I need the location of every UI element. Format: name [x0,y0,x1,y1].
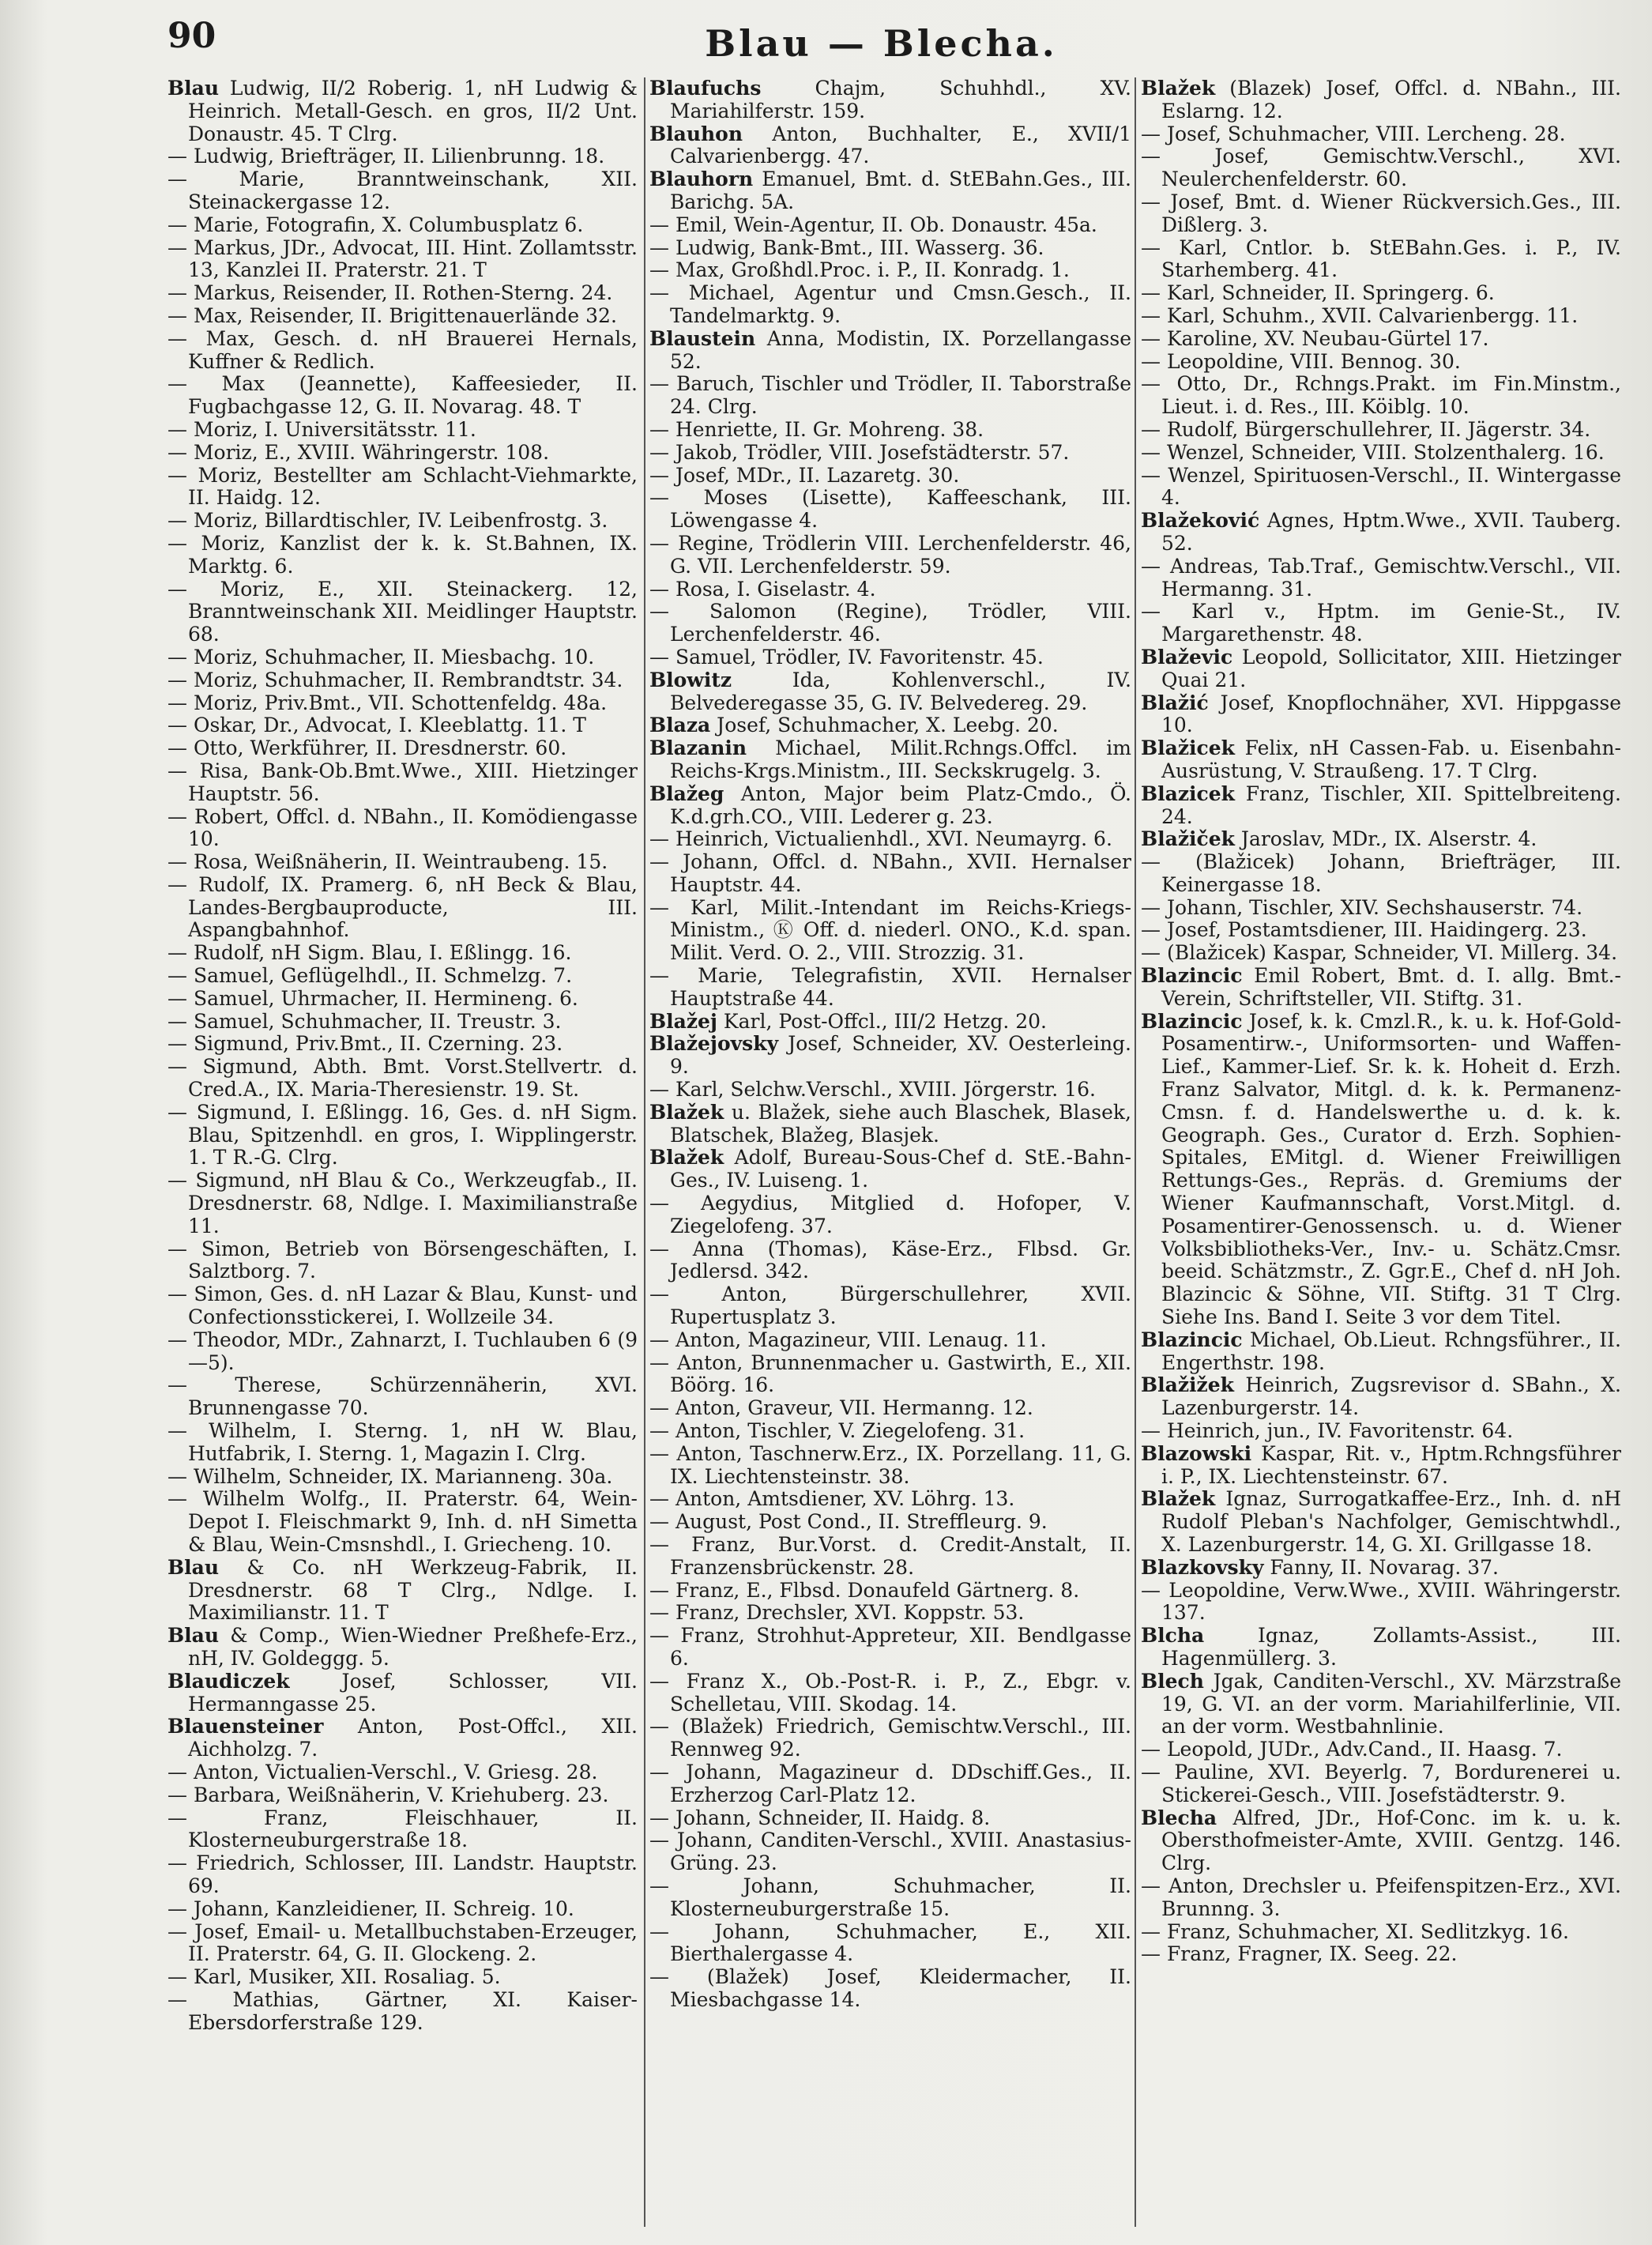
directory-entry: — Johann, Schneider, II. Haidg. 8. [649,1806,991,1829]
directory-entry: — (Blažek) Josef, Kleidermacher, II. Miesbachgasse 14. [649,1965,1131,2011]
directory-entry: — (Blažicek) Kaspar, Schneider, VI. Millerg. 34. [1141,941,1618,965]
directory-entry: Blazincic Emil Robert, Bmt. d. I. allg. Bmt.-Verein, Schriftsteller, VII. Stiftg. 31. [1141,964,1621,1010]
directory-entry: Blau & Comp., Wien-Wiedner Preßhefe-Erz., nH, IV. Goldeggg. 5. [167,1624,638,1670]
directory-entry: — Franz, Drechsler, XVI. Koppstr. 53. [649,1601,1025,1625]
directory-entry: Blaufuchs Chajm, Schuhhdl., XV. Mariahilferstr. 159. [649,77,1131,122]
directory-entry: — Moriz, Bestellter am Schlacht-Viehmarkte, II. Haidg. 12. [167,463,638,510]
directory-entry: — Anton, Brunnenmacher u. Gastwirth, E., XII. Böörg. 16. [649,1350,1131,1397]
directory-entry: — Josef, Schuhmacher, VIII. Lercheng. 28. [1141,122,1566,145]
directory-entry: — Josef, Gemischtw.Verschl., XVI. Neulerchenfelderstr. 60. [1141,145,1621,191]
directory-entry: — Max, Großhdl.Proc. i. P., II. Konradg. 1. [649,258,1070,282]
directory-entry: — Ludwig, Bank-Bmt., III. Wasserg. 36. [649,235,1044,259]
directory-entry: — Wilhelm, Schneider, IX. Marianneng. 30a. [167,1464,613,1488]
directory-entry: — Moriz, Kanzlist der k. k. St.Bahnen, IX. Marktg. 6. [167,531,638,578]
directory-entry: — Mathias, Gärtner, XI. Kaiser-Ebersdorferstraße 129. [167,1987,638,2034]
page-number: 90 [167,16,216,56]
directory-entry: — Moriz, E., XVIII. Währingerstr. 108. [167,440,550,464]
directory-entry: Blazkovsky Fanny, II. Novarag. 37. [1141,1555,1499,1579]
directory-entry: — Karl, Schneider, II. Springerg. 6. [1141,281,1495,305]
directory-entry: — Oskar, Dr., Advocat, I. Kleeblattg. 11. T [167,714,586,737]
directory-entry: — Marie, Telegrafistin, XVII. Hernalser Hauptstraße 44. [649,964,1131,1010]
directory-entry: — Karl v., Hptm. im Genie-St., IV. Margarethenstr. 48. [1141,600,1621,646]
directory-entry: — Ludwig, Briefträger, II. Lilienbrunng. 18. [167,145,605,168]
directory-entry: — Rudolf, IX. Pramerg. 6, nH Beck & Blau, Landes-Bergbauproducte, III. Aspangbahnhof. [167,872,638,942]
directory-entry: Blazowski Kaspar, Rit. v., Hptm.Rchngsführer i. P., IX. Liechtensteinstr. 67. [1141,1441,1621,1488]
directory-entry: Blau Ludwig, II/2 Roberig. 1, nH Ludwig & Heinrich. Metall-Gesch. en gros, II/2 Unt. Donaustr. 45. T Clrg. [167,77,638,145]
directory-entry: — Samuel, Uhrmacher, II. Hermineng. 6. [167,986,578,1010]
directory-entry: — Karl, Selchw.Verschl., XVIII. Jörgerstr. 16. [649,1078,1096,1102]
directory-entry: — Jakob, Trödler, VIII. Josefstädterstr. 57. [649,440,1070,464]
directory-entry: — Anton, Taschnerw.Erz., IX. Porzellang. 11, G. IX. Liechtensteinstr. 38. [649,1441,1131,1488]
directory-entry: — Johann, Offcl. d. NBahn., XVII. Hernalser Hauptstr. 44. [649,850,1131,896]
directory-entry: — August, Post Cond., II. Streffleurg. 9. [649,1510,1048,1534]
directory-entry: — Max, Reisender, II. Brigittenauerlände 32. [167,303,617,327]
directory-entry: Blaudiczek Josef, Schlosser, VII. Hermanngasse 25. [167,1669,638,1716]
directory-entry: Blažek Ignaz, Surrogatkaffee-Erz., Inh. d. nH Rudolf Pleban's Nachfolger, Gemischtwhdl., X. Lazenburgerstr. 14, G. XI. Grillgasse 18. [1141,1487,1621,1556]
directory-entry: — Baruch, Tischler und Trödler, II. Taborstraße 24. Clrg. [649,372,1131,419]
directory-entry: — Rudolf, nH Sigm. Blau, I. Eßlingg. 16. [167,941,572,965]
column-left [167,77,638,2227]
directory-entry: — Salomon (Regine), Trödler, VIII. Lerchenfelderstr. 46. [649,600,1131,646]
directory-entry: — Moses (Lisette), Kaffeeschank, III. Löwengasse 4. [649,486,1131,533]
directory-entry: — Franz X., Ob.-Post-R. i. P., Z., Ebgr. v. Schelletau, VIII. Skodag. 14. [649,1669,1131,1716]
directory-entry: — Karoline, XV. Neubau-Gürtel 17. [1141,326,1489,350]
directory-entry: — Sigmund, nH Blau & Co., Werkzeugfab., II. Dresdnerstr. 68, Ndlge. I. Maximilianstraße 11. [167,1169,638,1237]
directory-entry: — Aegydius, Mitglied d. Hofoper, V. Ziegelofeng. 37. [649,1192,1131,1237]
directory-entry: — Rudolf, Bürgerschullehrer, II. Jägerstr. 34. [1141,417,1591,441]
directory-entry: Blažižek Heinrich, Zugsrevisor d. SBahn., X. Lazenburgerstr. 14. [1141,1373,1621,1420]
directory-entry: Blažek (Blazek) Josef, Offcl. d. NBahn., III. Eslarng. 12. [1141,77,1621,122]
directory-entry: Blazanin Michael, Milit.Rchngs.Offcl. im Reichs-Krgs.Ministm., III. Seckskrugelg. 3. [649,736,1131,782]
directory-entry: — Robert, Offcl. d. NBahn., II. Komödiengasse 10. [167,804,638,851]
directory-entry: — Franz, Bur.Vorst. d. Credit-Anstalt, II. Franzensbrückenstr. 28. [649,1533,1131,1579]
directory-entry: Blaustein Anna, Modistin, IX. Porzellangasse 52. [649,326,1131,373]
column-right [1141,77,1621,2227]
directory-entry: — Emil, Wein-Agentur, II. Ob. Donaustr. 45a. [649,213,1097,236]
directory-entry: — Marie, Fotografin, X. Columbusplatz 6. [167,213,584,236]
directory-entry: — Anton, Tischler, V. Ziegelofeng. 31. [649,1419,1025,1443]
directory-entry: — Otto, Dr., Rchngs.Prakt. im Fin.Minstm., Lieut. i. d. Res., III. Köiblg. 10. [1141,372,1621,419]
directory-entry: — Max (Jeannette), Kaffeesieder, II. Fugbachgasse 12, G. II. Novarag. 48. T [167,372,638,419]
directory-entry: — Otto, Werkführer, II. Dresdnerstr. 60. [167,736,567,760]
directory-entry: — Franz, Schuhmacher, XI. Sedlitzkyg. 16. [1141,1919,1569,1943]
directory-entry: Blažejovsky Josef, Schneider, XV. Oesterleing. 9. [649,1032,1131,1079]
directory-entry: — Johann, Magazineur d. DDschiff.Ges., II. Erzherzog Carl-Platz 12. [649,1760,1131,1806]
directory-entry: — Max, Gesch. d. nH Brauerei Hernals, Kuffner & Redlich. [167,326,638,373]
directory-entry: — Sigmund, Abth. Bmt. Vorst.Stellvertr. d. Cred.A., IX. Maria-Theresienstr. 19. St. [167,1055,638,1102]
directory-entry: — Moriz, I. Universitätsstr. 11. [167,417,476,441]
directory-entry: Blecha Alfred, JDr., Hof-Conc. im k. u. k. Obersthofmeister-Amte, XVIII. Gentzg. 146. Clrg. [1141,1806,1621,1875]
directory-entry: Blauensteiner Anton, Post-Offcl., XII. Aichholzg. 7. [167,1715,638,1761]
directory-entry: — Risa, Bank-Ob.Bmt.Wwe., XIII. Hietzinger Hauptstr. 56. [167,759,638,805]
directory-entry: — Andreas, Tab.Traf., Gemischtw.Verschl., VII. Hermanng. 31. [1141,554,1621,601]
directory-entry: — Franz, Fleischhauer, II. Klosterneuburgerstraße 18. [167,1806,638,1852]
directory-entry: — Wilhelm Wolfg., II. Praterstr. 64, Wein-Depot I. Fleischmarkt 9, Inh. d. nH Simetta & Blau, Wein-Cmsnshdl., I. Griecheng. 10. [167,1487,638,1556]
directory-entry: — Sigmund, I. Eßlingg. 16, Ges. d. nH Sigm. Blau, Spitzenhdl. en gros, I. Wipplingerstr. 1. T R.-G. Clrg. [167,1100,638,1170]
directory-entry: — Josef, Bmt. d. Wiener Rückversich.Ges., III. Dißlerg. 3. [1141,190,1621,236]
directory-entry: — Johann, Tischler, XIV. Sechshauserstr. 74. [1141,895,1583,919]
directory-entry: — Karl, Cntlor. b. StEBahn.Ges. i. P., IV. Starhemberg. 41. [1141,235,1621,282]
directory-entry: — Michael, Agentur und Cmsn.Gesch., II. Tandelmarktg. 9. [649,281,1131,327]
directory-entry: Blazicek Franz, Tischler, XII. Spittelbreiteng. 24. [1141,782,1621,828]
directory-entry: — Theodor, MDr., Zahnarzt, I. Tuchlauben 6 (9—5). [167,1328,638,1374]
directory-entry: — Moriz, Schuhmacher, II. Rembrandtstr. 34. [167,668,623,691]
directory-entry: Blowitz Ida, Kohlenverschl., IV. Belvederegasse 35, G. IV. Belvedereg. 29. [649,668,1131,714]
directory-entry: — Markus, JDr., Advocat, III. Hint. Zollamtsstr. 13, Kanzlei II. Praterstr. 21. T [167,235,638,282]
directory-entry: Blažeković Agnes, Hptm.Wwe., XVII. Tauberg. 52. [1141,509,1621,555]
directory-entry: — Leopoldine, VIII. Bennog. 30. [1141,349,1461,373]
directory-entry: Blech Jgak, Canditen-Verschl., XV. Märzstraße 19, G. VI. an der vorm. Mariahilferlinie, VII. an der vorm. Westbahnlinie. [1141,1669,1621,1738]
directory-entry: — Anton, Amtsdiener, XV. Löhrg. 13. [649,1487,1015,1511]
directory-entry: — Markus, Reisender, II. Rothen-Sterng. 24. [167,281,613,305]
directory-entry: Blaza Josef, Schuhmacher, X. Leebg. 20. [649,714,1059,737]
directory-entry: — Franz, Strohhut-Appreteur, XII. Bendlgasse 6. [649,1624,1131,1670]
directory-entry: Blau & Co. nH Werkzeug-Fabrik, II. Dresdnerstr. 68 T Clrg., Ndlge. I. Maximilianstr. 11. T [167,1555,638,1625]
directory-entry: Blazincic Michael, Ob.Lieut. Rchngsführer., II. Engerthstr. 198. [1141,1328,1621,1374]
directory-entry: — Anton, Victualien-Verschl., V. Griesg. 28. [167,1760,598,1784]
directory-entry: Blažeg Anton, Major beim Platz-Cmdo., Ö. K.d.grh.CO., VIII. Lederer g. 23. [649,782,1131,828]
directory-entry: — Samuel, Trödler, IV. Favoritenstr. 45. [649,645,1044,669]
directory-entry: — Moriz, Schuhmacher, II. Miesbachg. 10. [167,645,595,669]
directory-entry: Blažiček Jaroslav, MDr., IX. Alserstr. 4. [1141,827,1537,851]
directory-entry: — Marie, Branntweinschank, XII. Steinackergasse 12. [167,168,638,213]
directory-entry: — Anton, Bürgerschullehrer, XVII. Rupertusplatz 3. [649,1283,1131,1329]
directory-entry: — Henriette, II. Gr. Mohreng. 38. [649,417,984,441]
directory-entry: — Moriz, Billardtischler, IV. Leibenfrostg. 3. [167,509,608,533]
entry-columns [167,77,1621,2227]
directory-entry: — Anton, Drechsler u. Pfeifenspitzen-Erz., XVI. Brunnng. 3. [1141,1874,1621,1920]
directory-entry: Blauhorn Emanuel, Bmt. d. StEBahn.Ges., III. Barichg. 5A. [649,168,1131,213]
directory-entry: — Wenzel, Schneider, VIII. Stolzenthalerg. 16. [1141,440,1605,464]
directory-entry: — Samuel, Schuhmacher, II. Treustr. 3. [167,1009,562,1033]
directory-entry: — Johann, Kanzleidiener, II. Schreig. 10. [167,1897,574,1920]
directory-entry: — Sigmund, Priv.Bmt., II. Czerning. 23. [167,1032,563,1056]
directory-entry: — Johann, Canditen-Verschl., XVIII. Anastasius-Grüng. 23. [649,1829,1131,1875]
directory-entry: — Samuel, Geflügelhdl., II. Schmelzg. 7. [167,964,573,988]
directory-entry: — Regine, Trödlerin VIII. Lerchenfelderstr. 46, G. VII. Lerchenfelderstr. 59. [649,531,1131,578]
directory-entry: — Karl, Schuhm., XVII. Calvarienbergg. 11. [1141,303,1579,327]
directory-entry: — Simon, Ges. d. nH Lazar & Blau, Kunst- und Confectionsstickerei, I. Wollzeile 34. [167,1283,638,1329]
directory-entry: — Moriz, E., XII. Steinackerg. 12, Branntweinschank XII. Meidlinger Hauptstr. 68. [167,577,638,646]
directory-entry: — Wenzel, Spirituosen-Verschl., II. Wintergasse 4. [1141,463,1621,510]
directory-entry: Blauhon Anton, Buchhalter, E., XVII/1 Calvarienbergg. 47. [649,122,1131,168]
directory-entry: — Heinrich, Victualienhdl., XVI. Neumayrg. 6. [649,827,1112,851]
directory-entry: — Leopold, JUDr., Adv.Cand., II. Haasg. 7. [1141,1738,1563,1761]
directory-entry: — Therese, Schürzennäherin, XVI. Brunnengasse 70. [167,1373,638,1420]
directory-entry: — Moriz, Priv.Bmt., VII. Schottenfeldg. 48a. [167,691,608,714]
directory-entry: — Anton, Graveur, VII. Hermanng. 12. [649,1396,1033,1420]
directory-entry: — Franz, Fragner, IX. Seeg. 22. [1141,1942,1458,1966]
column-divider [644,77,645,2227]
directory-entry: — Franz, E., Flbsd. Donaufeld Gärtnerg. 8. [649,1578,1080,1602]
directory-entry: — Pauline, XVI. Beyerlg. 7, Bordurenerei u. Stickerei-Gesch., VIII. Josefstädterstr. 9. [1141,1760,1621,1806]
directory-entry: Blcha Ignaz, Zollamts-Assist., III. Hagenmüllerg. 3. [1141,1624,1621,1670]
directory-entry: Blažek u. Blažek, siehe auch Blaschek, Blasek, Blatschek, Blažeg, Blasjek. [649,1100,1131,1147]
directory-entry: Blažić Josef, Knopflochnäher, XVI. Hippgasse 10. [1141,691,1621,737]
directory-entry: Blažej Karl, Post-Offcl., III/2 Hetzg. 20. [649,1009,1048,1033]
column-divider [1135,77,1136,2227]
directory-entry: — Josef, Email- u. Metallbuchstaben-Erzeuger, II. Praterstr. 64, G. II. Glockeng. 2. [167,1919,638,1966]
directory-entry: — Josef, Postamtsdiener, III. Haidingerg. 23. [1141,918,1587,942]
running-head: Blau — Blecha. [705,22,1058,65]
directory-entry: — Anton, Magazineur, VIII. Lenaug. 11. [649,1328,1047,1351]
directory-entry: — Friedrich, Schlosser, III. Landstr. Hauptstr. 69. [167,1851,638,1897]
directory-entry: — (Blažicek) Johann, Briefträger, III. Keinergasse 18. [1141,850,1621,896]
directory-entry: — Rosa, Weißnäherin, II. Weintraubeng. 15. [167,850,608,874]
directory-entry: — Josef, MDr., II. Lazaretg. 30. [649,463,960,487]
directory-entry: — Karl, Musiker, XII. Rosaliag. 5. [167,1965,501,1989]
directory-entry: — Heinrich, jun., IV. Favoritenstr. 64. [1141,1419,1514,1443]
directory-entry: — (Blažek) Friedrich, Gemischtw.Verschl., III. Rennweg 92. [649,1715,1131,1761]
directory-entry: Blaževic Leopold, Sollicitator, XIII. Hietzinger Quai 21. [1141,645,1621,691]
directory-entry: — Leopoldine, Verw.Wwe., XVIII. Währingerstr. 137. [1141,1578,1621,1625]
directory-entry: — Karl, Milit.-Intendant im Reichs-Kriegs-Ministm., Ⓚ Off. d. niederl. ONO., K.d. span. Milit. Verd. O. 2., VIII. Strozzig. 31. [649,895,1131,965]
directory-entry: — Johann, Schuhmacher, E., XII. Bierthalergasse 4. [649,1919,1131,1966]
directory-entry: — Rosa, I. Giselastr. 4. [649,577,876,601]
directory-entry: Blazincic Josef, k. k. Cmzl.R., k. u. k. Hof-Gold-Posamentirw.-, Uniformsorten- und Waffen-Lief., Kammer-Lief. Sr. k. k. Hoheit d. Erzh. Franz Salvator, Mitgl. d. k. k. Permanenz-Cmsn. f. d. Handelswerthe u. d. k. k. Geograph. Ges., Curator d. Erzh. Sophien-Spitales, EMitgl. d. Wiener Freiwilligen Rettungs-Ges., Repräs. d. Gremiums der Wiener Kaufmannschaft, Vorst.Mitgl. d. Posamentirer-Genossensch. u. d. Wiener Volksbibliotheks-Ver., Inv.- u. Schätz.Cmsr. beeid. Schätzmstr., Z. Ggr.E., Chef d. nH Joh. Blazincic & Söhne, VII. Stiftg. 31 T Clrg. Siehe Ins. Band I. Seite 3 vor dem Titel. [1141,1009,1621,1329]
directory-entry: — Anna (Thomas), Käse-Erz., Flbsd. Gr. Jedlersd. 342. [649,1237,1131,1283]
directory-entry: — Wilhelm, I. Sterng. 1, nH W. Blau, Hutfabrik, I. Sterng. 1, Magazin I. Clrg. [167,1419,638,1465]
directory-entry: Blažek Adolf, Bureau-Sous-Chef d. StE.-Bahn-Ges., IV. Luiseng. 1. [649,1146,1131,1192]
directory-entry: — Simon, Betrieb von Börsengeschäften, I. Salztborg. 7. [167,1237,638,1283]
directory-entry: Blažicek Felix, nH Cassen-Fab. u. Eisenbahn-Ausrüstung, V. Straußeng. 17. T Clrg. [1141,736,1621,782]
directory-entry: — Johann, Schuhmacher, II. Klosterneuburgerstraße 15. [649,1874,1131,1920]
column-middle [649,77,1131,2227]
directory-entry: — Barbara, Weißnäherin, V. Kriehuberg. 23. [167,1783,609,1806]
